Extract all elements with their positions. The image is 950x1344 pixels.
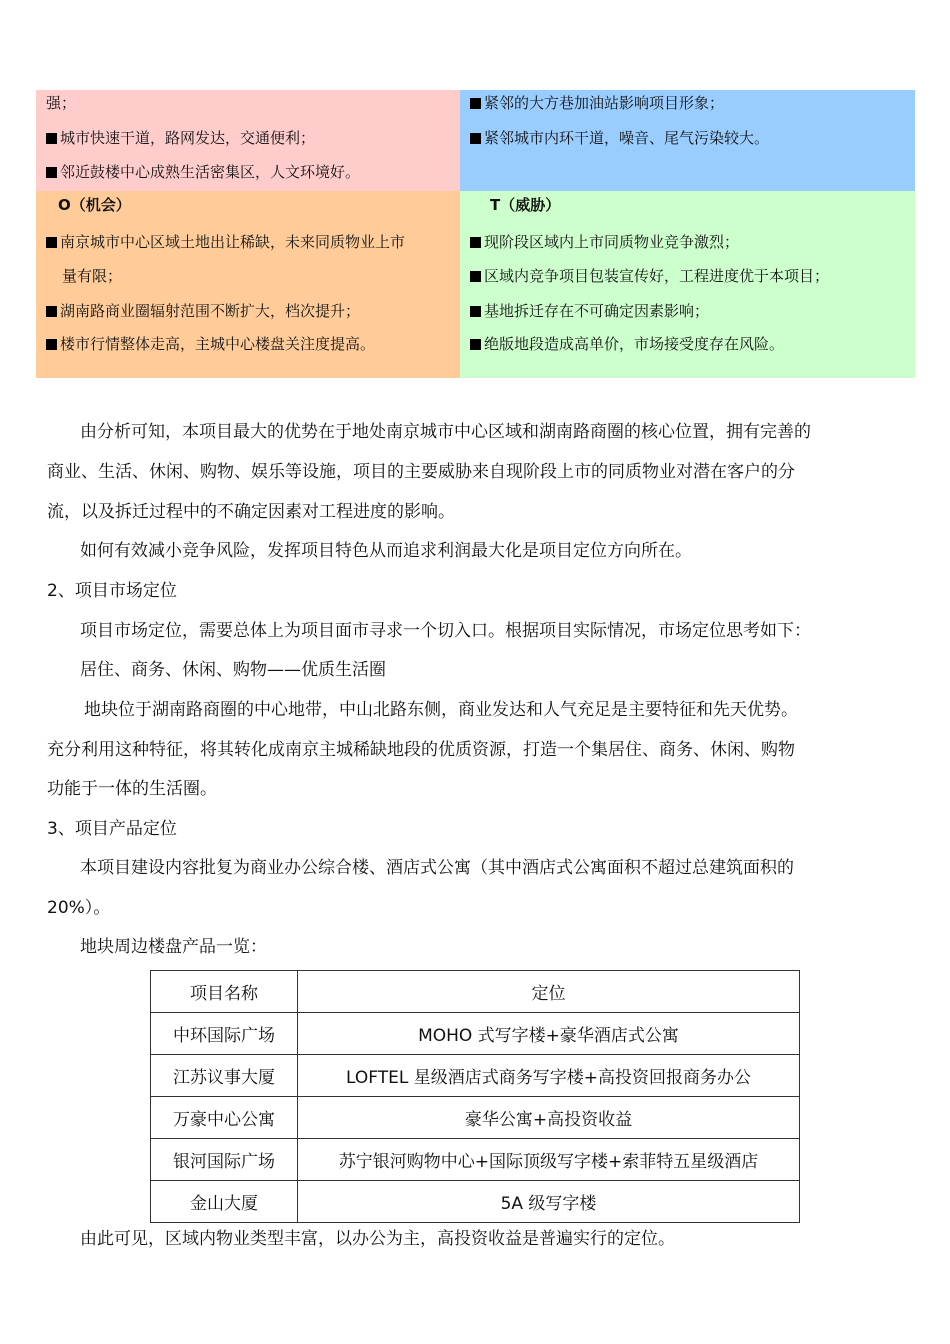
table-header-row bbox=[151, 971, 800, 1013]
paragraph-analysis-line2: 商业、生活、休闲、购物、娱乐等设施，项目的主要威胁来自现阶段上市的同质物业对潜在客户的分 bbox=[47, 462, 795, 482]
threats-heading: T（威胁） bbox=[490, 196, 561, 214]
surrounding-projects-table bbox=[150, 970, 800, 1223]
swot-weaknesses-cell bbox=[460, 90, 915, 191]
swot-table bbox=[36, 90, 915, 378]
paragraph-site-line3: 功能于一体的生活圈。 bbox=[47, 779, 217, 799]
paragraph-conclusion: 由此可见，区域内物业类型丰富，以办公为主，高投资收益是普遍实行的定位。 bbox=[80, 1229, 675, 1249]
opportunity-item: 湖南路商业圈辐射范围不断扩大，档次提升； bbox=[46, 300, 360, 322]
weakness-item: 紧邻城市内环干道，噪音、尾气污染较大。 bbox=[470, 127, 769, 149]
opportunity-item: 楼市行情整体走高，主城中心楼盘关注度提高。 bbox=[46, 333, 375, 355]
bullet-square-icon bbox=[470, 339, 481, 350]
paragraph-analysis-line3: 流，以及拆迁过程中的不确定因素对工程进度的影响。 bbox=[47, 502, 455, 522]
table-cell-positioning: 豪华公寓+高投资收益 bbox=[298, 1097, 800, 1139]
paragraph-market: 项目市场定位，需要总体上为项目面市寻求一个切入口。根据项目实际情况，市场定位思考如下： bbox=[80, 621, 811, 641]
table-header-positioning: 定位 bbox=[298, 971, 800, 1013]
threat-item: 基地拆迁存在不可确定因素影响； bbox=[470, 300, 709, 322]
threat-item: 现阶段区域内上市同质物业竞争激烈； bbox=[470, 231, 739, 253]
section-heading-market-positioning: 2、项目市场定位 bbox=[47, 581, 177, 601]
weakness-item: 紧邻的大方巷加油站影响项目形象； bbox=[470, 92, 724, 114]
table-row bbox=[151, 1181, 800, 1223]
section-heading-product-positioning: 3、项目产品定位 bbox=[47, 819, 177, 839]
bullet-square-icon bbox=[46, 237, 57, 248]
bullet-square-icon bbox=[470, 133, 481, 144]
bullet-square-icon bbox=[46, 306, 57, 317]
table-cell-name: 金山大厦 bbox=[151, 1181, 298, 1223]
paragraph-risk: 如何有效减小竞争风险，发挥项目特色从而追求利润最大化是项目定位方向所在。 bbox=[80, 541, 692, 561]
swot-opportunities-cell bbox=[36, 191, 460, 378]
swot-threats-cell bbox=[460, 191, 915, 378]
bullet-square-icon bbox=[46, 167, 57, 178]
table-cell-positioning: 苏宁银河购物中心+国际顶级写字楼+索菲特五星级酒店 bbox=[298, 1139, 800, 1181]
strength-item: 强； bbox=[46, 94, 77, 112]
paragraph-lifestyle-circle: 居住、商务、休闲、购物——优质生活圈 bbox=[80, 660, 386, 680]
threat-item: 区域内竞争项目包装宣传好，工程进度优于本项目； bbox=[470, 265, 829, 287]
table-cell-name: 万豪中心公寓 bbox=[151, 1097, 298, 1139]
table-cell-positioning: MOHO 式写字楼+豪华酒店式公寓 bbox=[298, 1013, 800, 1055]
strength-item: 城市快速干道，路网发达，交通便利； bbox=[46, 127, 315, 149]
table-row bbox=[151, 1097, 800, 1139]
bullet-square-icon bbox=[470, 237, 481, 248]
table-row bbox=[151, 1055, 800, 1097]
paragraph-analysis-line1: 由分析可知，本项目最大的优势在于地处南京城市中心区域和湖南路商圈的核心位置，拥有完善的 bbox=[80, 422, 811, 442]
strength-item: 邻近鼓楼中心成熟生活密集区，人文环境好。 bbox=[46, 161, 360, 183]
paragraph-site-line2: 充分利用这种特征，将其转化成南京主城稀缺地段的优质资源，打造一个集居住、商务、休闲、购物 bbox=[47, 740, 795, 760]
table-row bbox=[151, 1013, 800, 1055]
table-row bbox=[151, 1139, 800, 1181]
table-header-name: 项目名称 bbox=[151, 971, 298, 1013]
threat-item: 绝版地段造成高单价，市场接受度存在风险。 bbox=[470, 333, 784, 355]
paragraph-product-line2: 20%）。 bbox=[47, 898, 111, 918]
swot-strengths-cell bbox=[36, 90, 460, 191]
opportunity-item-continued: 量有限； bbox=[62, 267, 123, 285]
bullet-square-icon bbox=[470, 98, 481, 109]
paragraph-product-line1: 本项目建设内容批复为商业办公综合楼、酒店式公寓（其中酒店式公寓面积不超过总建筑面积的 bbox=[80, 858, 794, 878]
table-cell-name: 江苏议事大厦 bbox=[151, 1055, 298, 1097]
bullet-square-icon bbox=[46, 133, 57, 144]
bullet-square-icon bbox=[46, 339, 57, 350]
bullet-square-icon bbox=[470, 306, 481, 317]
opportunities-heading: O（机会） bbox=[58, 196, 131, 214]
paragraph-table-intro: 地块周边楼盘产品一览： bbox=[80, 937, 267, 957]
table-cell-positioning: 5A 级写字楼 bbox=[298, 1181, 800, 1223]
bullet-square-icon bbox=[470, 271, 481, 282]
table-cell-positioning: LOFTEL 星级酒店式商务写字楼+高投资回报商务办公 bbox=[298, 1055, 800, 1097]
opportunity-item: 南京城市中心区域土地出让稀缺，未来同质物业上市 bbox=[46, 231, 405, 253]
table-cell-name: 中环国际广场 bbox=[151, 1013, 298, 1055]
paragraph-site-line1: 地块位于湖南路商圈的中心地带，中山北路东侧，商业发达和人气充足是主要特征和先天优势。 bbox=[84, 700, 798, 720]
table-cell-name: 银河国际广场 bbox=[151, 1139, 298, 1181]
